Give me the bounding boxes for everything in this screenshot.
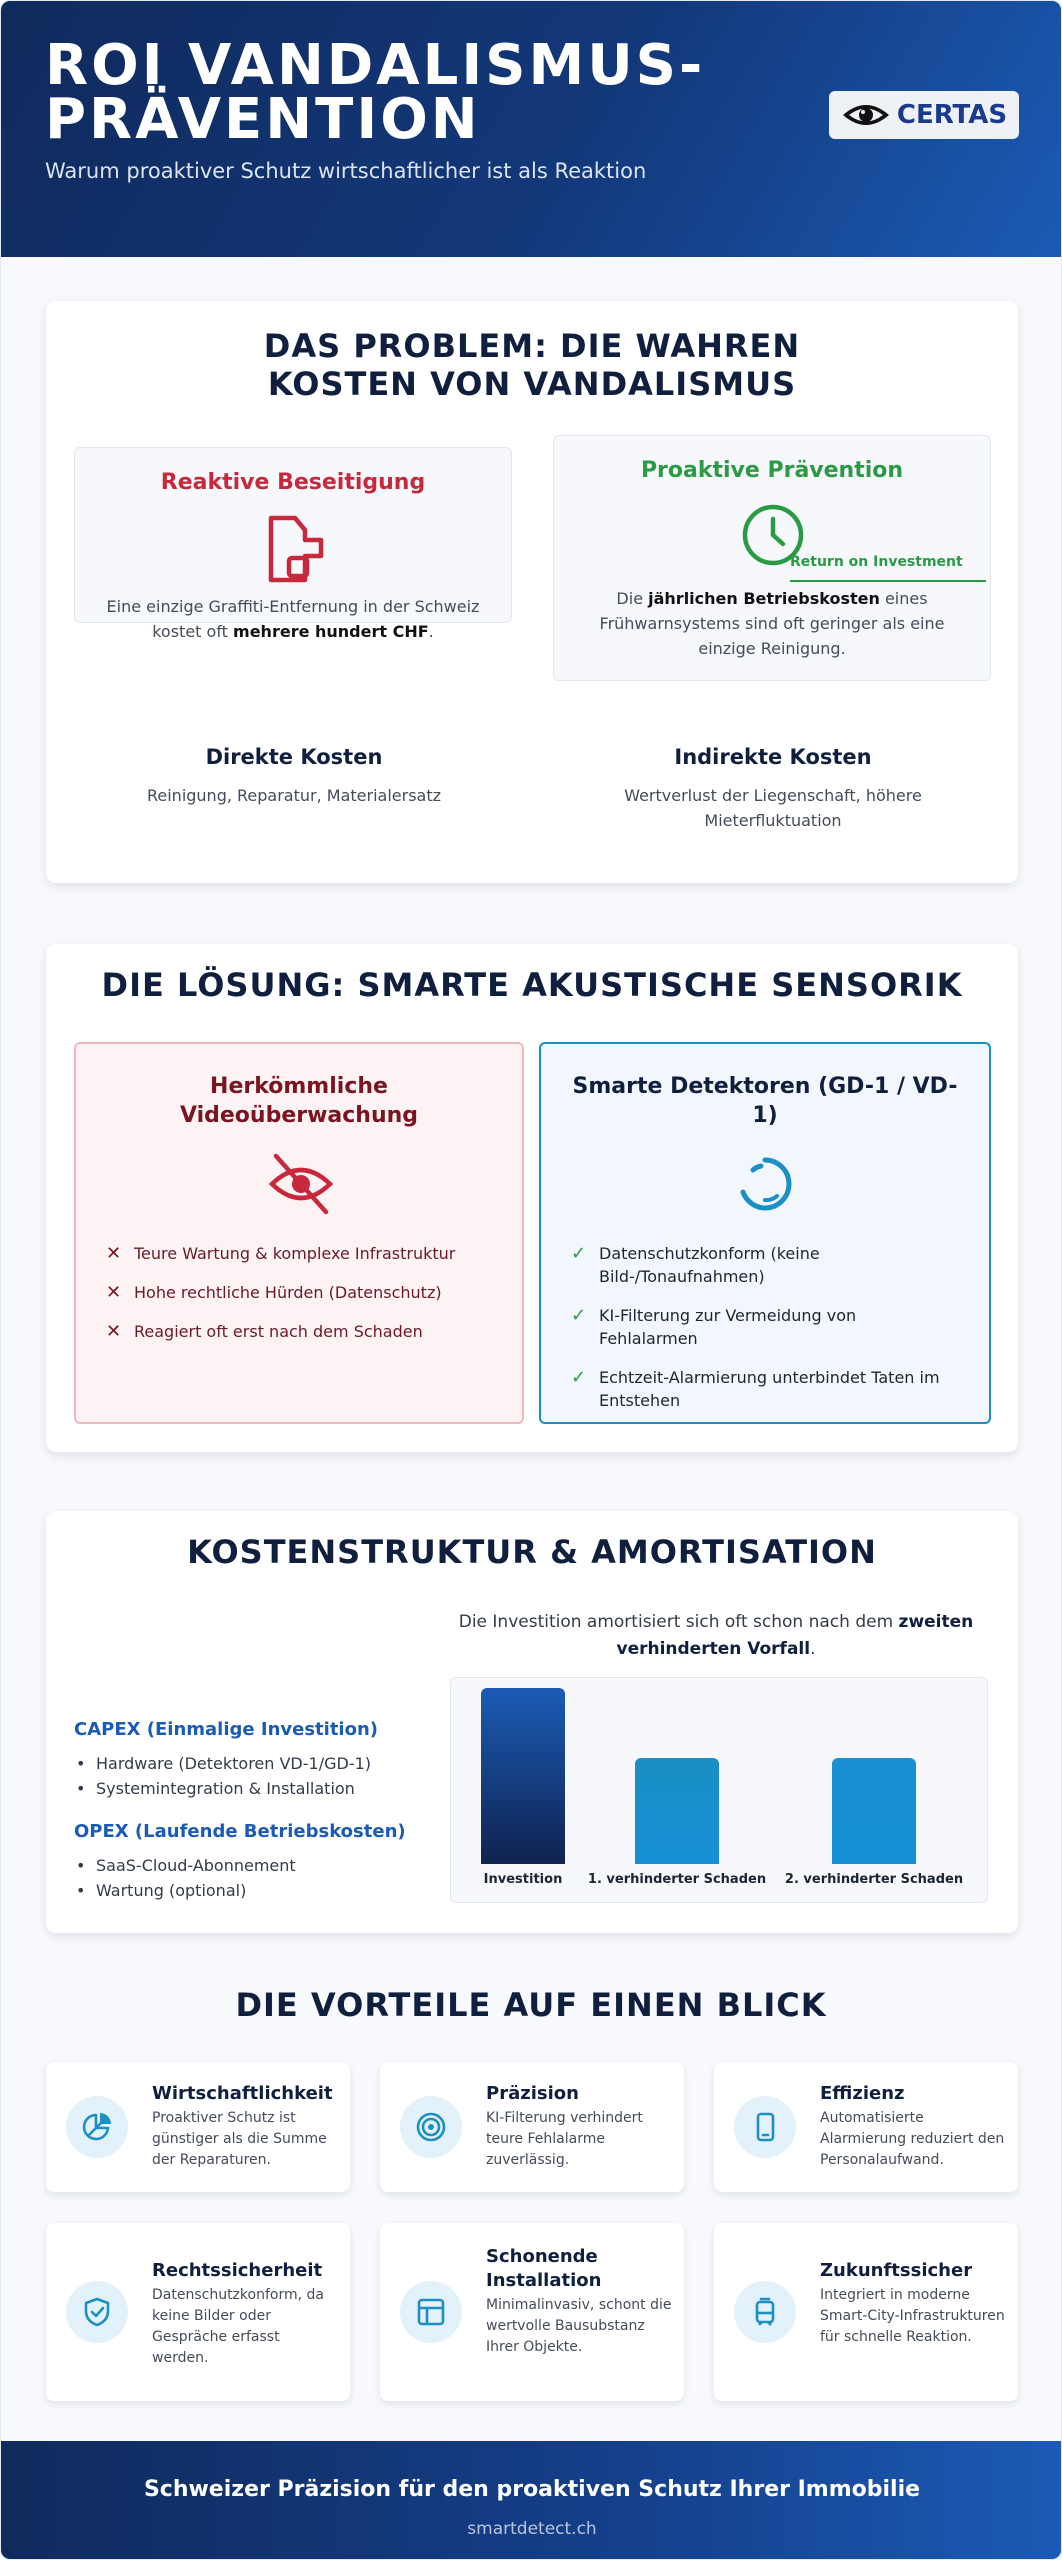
benefit-title: Zukunftssicher	[820, 2260, 973, 2281]
smart-title: Smarte Detektoren (GD-1 / VD-1)	[572, 1074, 958, 1128]
benefit-card-rechtssicherheit	[46, 2223, 350, 2401]
reactive-box	[74, 447, 512, 641]
list-item: • Systemintegration & Installation	[74, 1776, 371, 1801]
benefit-text: Integriert in moderne Smart-City-Infrastrukturen für schnelle Reaktion.	[820, 2287, 1005, 2345]
benefit-text: Datenschutzkonform, da keine Bilder oder Gespräche erfasst werden.	[152, 2287, 324, 2366]
smartphone-icon	[734, 2096, 796, 2158]
proactive-title: Proaktive Prävention	[640, 458, 904, 483]
list-item: • SaaS-Cloud-Abonnement	[74, 1853, 296, 1878]
indirect-costs-title: Indirekte Kosten	[674, 745, 872, 769]
target-icon	[400, 2096, 462, 2158]
footer-title: Schweizer Präzision für den proaktiven Schutz Ihrer Immobilie	[143, 2477, 921, 2502]
benefit-card-wirtschaftlichkeit	[46, 2062, 350, 2192]
roi-label: Return on Investment	[790, 554, 963, 570]
amortization-text: Die Investition amortisiert sich oft schon nach dem zweiten verhinderten Vorfall.	[458, 1612, 974, 1659]
shield-check-icon	[66, 2281, 128, 2343]
solution-title: DIE LÖSUNG: SMARTE AKUSTISCHE SENSORIK	[101, 966, 963, 1004]
direct-costs-title: Direkte Kosten	[205, 745, 383, 769]
benefit-title: Schonende Installation	[486, 2246, 602, 2291]
opex-title: OPEX (Laufende Betriebskosten)	[74, 1821, 406, 1842]
conventional-list	[106, 1242, 492, 1359]
chart-category-label: 1. verhinderter Schaden	[587, 1872, 767, 1887]
pie-chart-icon	[66, 2096, 128, 2158]
chart-bar	[832, 1758, 916, 1864]
eye-icon	[841, 101, 891, 129]
logo-text: CERTAS	[896, 100, 1008, 130]
list-item: ✓ KI-Filterung zur Vermeidung von Fehlalarmen	[571, 1305, 857, 1348]
list-item: ✕ Teure Wartung & komplexe Infrastruktur	[106, 1243, 456, 1264]
reactive-title: Reaktive Beseitigung	[160, 470, 426, 495]
benefit-title: Effizienz	[820, 2083, 905, 2104]
list-item: ✕ Reagiert oft erst nach dem Schaden	[106, 1321, 423, 1342]
conventional-box	[74, 1042, 524, 1424]
spray-can-icon	[265, 514, 325, 584]
chart-category-label: 2. verhinderter Schaden	[784, 1872, 964, 1887]
loader-icon	[737, 1156, 793, 1212]
chart-bar	[635, 1758, 719, 1864]
certas-logo	[829, 91, 1019, 139]
benefit-title: Wirtschaftlichkeit	[152, 2083, 333, 2104]
roi-underline	[790, 580, 986, 582]
proactive-box	[553, 435, 991, 681]
benefit-text: Minimalinvasiv, schont die wertvolle Bausubstanz Ihrer Objekte.	[486, 2297, 672, 2355]
reactive-text: Eine einzige Graffiti-Entfernung in der Schweiz kostet oft mehrere hundert CHF.	[106, 597, 480, 641]
eye-off-icon	[268, 1152, 334, 1216]
problem-section	[46, 301, 1018, 883]
benefits-title: DIE VORTEILE AUF EINEN BLICK	[235, 1986, 827, 2024]
header	[1, 1, 1062, 257]
benefit-title: Rechtssicherheit	[152, 2260, 323, 2281]
proactive-text: Die jährlichen Betriebskosten eines Frühwarnsystems sind oft geringer als eine einzige Reinigung.	[599, 589, 945, 658]
layout-icon	[400, 2281, 462, 2343]
capex-title: CAPEX (Einmalige Investition)	[74, 1719, 379, 1740]
benefit-card-installation	[380, 2223, 684, 2401]
list-item: ✓ Echtzeit-Alarmierung unterbindet Taten im Entstehen	[571, 1367, 940, 1410]
list-item: ✕ Hohe rechtliche Hürden (Datenschutz)	[106, 1282, 442, 1303]
benefit-text: KI-Filterung verhindert teure Fehlalarme zuverlässig.	[486, 2110, 643, 2168]
chart-category-label: Investition	[483, 1872, 563, 1887]
opex-list	[74, 1853, 296, 1903]
solution-section	[46, 944, 1018, 1452]
amortization-chart	[450, 1677, 988, 1903]
problem-title: DAS PROBLEM: DIE WAHREN KOSTEN VON VANDALISMUS	[263, 327, 801, 403]
indirect-costs-text: Wertverlust der Liegenschaft, höhere Mieterfluktuation	[624, 786, 922, 830]
smart-list	[571, 1242, 959, 1428]
costs-title: KOSTENSTRUKTUR & AMORTISATION	[187, 1533, 877, 1571]
benefit-title: Präzision	[486, 2083, 579, 2104]
footer	[1, 2441, 1062, 2560]
capex-list	[74, 1751, 371, 1801]
page-title: ROI VANDALISMUS-PRÄVENTION	[45, 33, 706, 152]
benefit-text: Proaktiver Schutz ist günstiger als die Summe der Reparaturen.	[152, 2110, 327, 2168]
benefit-text: Automatisierte Alarmierung reduziert den Personalaufwand.	[820, 2110, 1005, 2168]
list-item: • Hardware (Detektoren VD-1/GD-1)	[74, 1751, 371, 1776]
list-item: • Wartung (optional)	[74, 1878, 296, 1903]
costs-section	[46, 1511, 1018, 1933]
benefit-card-zukunftssicher	[714, 2223, 1018, 2401]
tram-icon	[734, 2281, 796, 2343]
footer-url[interactable]: smartdetect.ch	[467, 2519, 597, 2539]
benefit-card-effizienz	[714, 2062, 1018, 2192]
direct-costs-text: Reinigung, Reparatur, Materialersatz	[146, 786, 442, 805]
chart-bar	[481, 1688, 565, 1864]
smart-box	[539, 1042, 991, 1424]
conventional-title: Herkömmliche Videoüberwachung	[179, 1074, 419, 1128]
list-item: ✓ Datenschutzkonform (keine Bild-/Tonaufnahmen)	[571, 1243, 820, 1286]
page-subtitle: Warum proaktiver Schutz wirtschaftlicher ist als Reaktion	[45, 159, 647, 183]
benefit-card-praezision	[380, 2062, 684, 2192]
